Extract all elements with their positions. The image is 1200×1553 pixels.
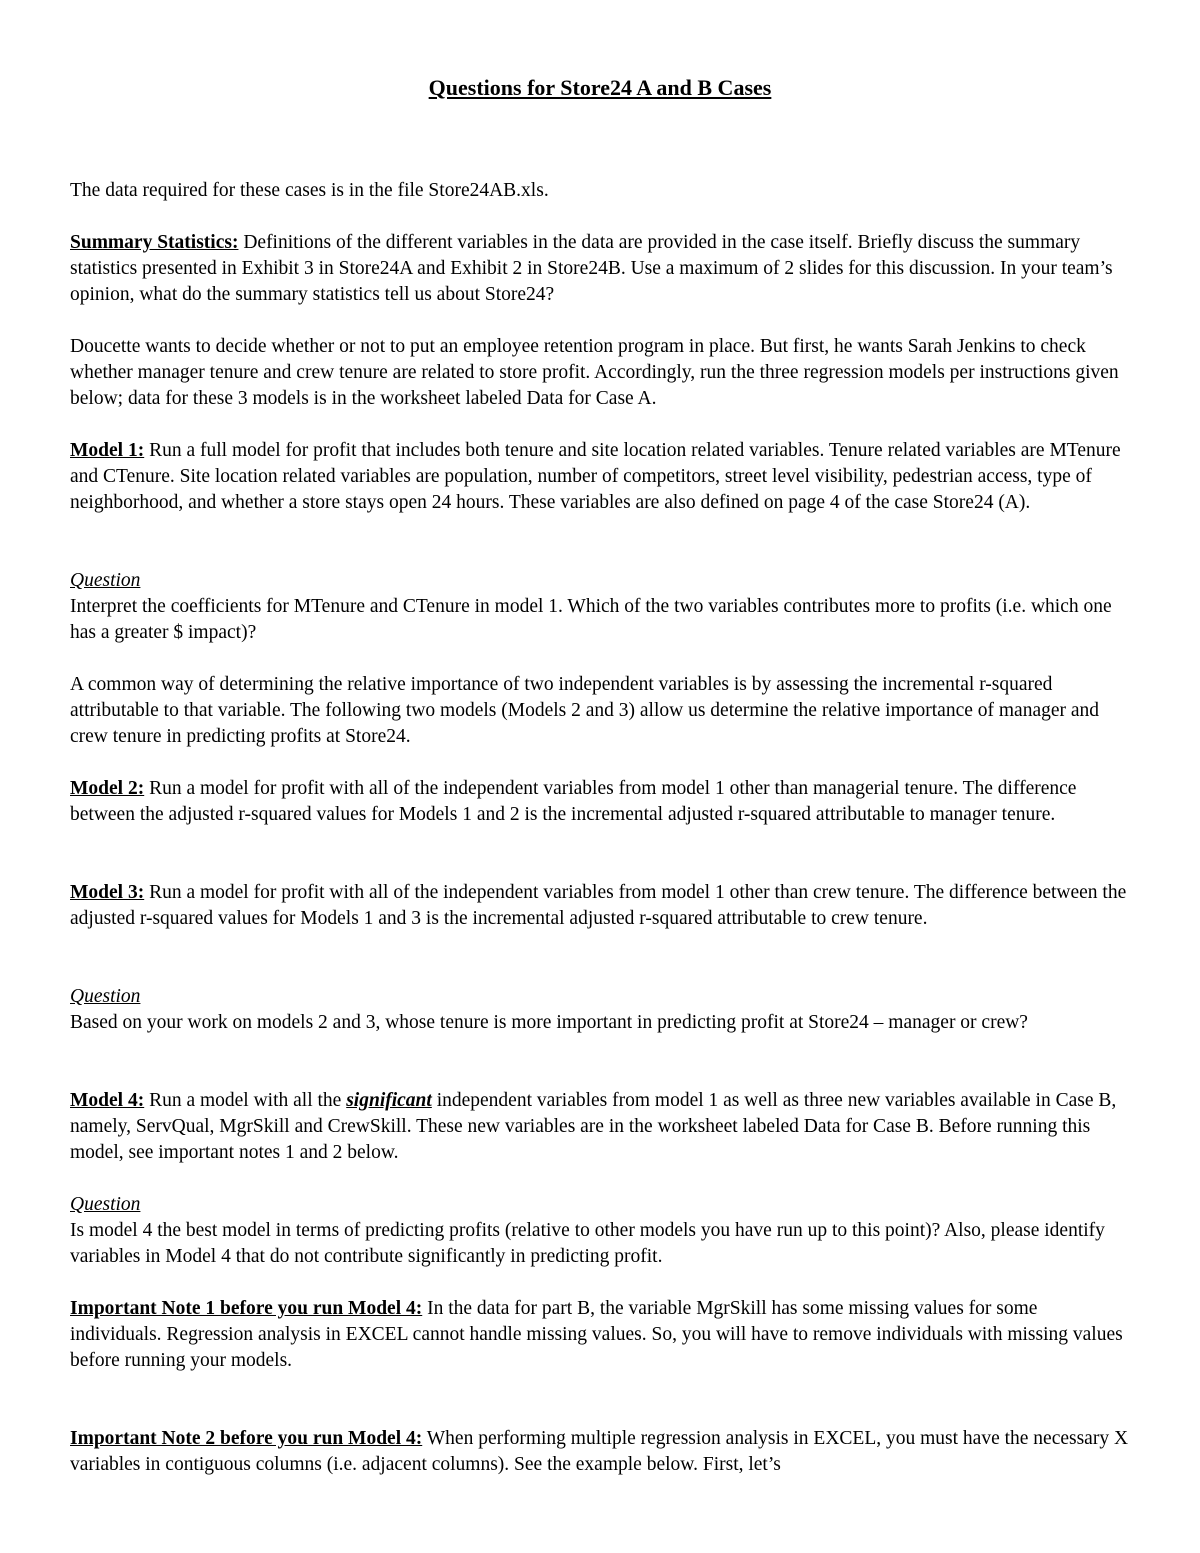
model-4-emphasis: significant [346,1090,432,1111]
summary-statistics-paragraph [70,230,1130,308]
model-4-text-post: independent variables from model 1 as well as three new variables available in Case B, namely, ServQual, MgrSkill and CrewSkill. These new variables are in the worksheet labeled Data for Case B. Before running this model, see important notes 1 and 2 below. [70,1090,1117,1163]
question-1-text: Interpret the coefficients for MTenure and CTenure in model 1. Which of the two variables contributes more to profits (i.e. which one has a greater $ impact)? [70,596,1112,643]
model-4-text-pre: Run a model with all the [144,1090,347,1111]
question-1-paragraph [70,568,1130,646]
model-3-text: Run a model for profit with all of the independent variables from model 1 other than crew tenure. The difference between the adjusted r-squared values for Models 1 and 3 is the incremental adjusted r-squared attributable to crew tenure. [70,882,1127,929]
question-2-paragraph [70,984,1130,1036]
page-title: Questions for Store24 A and B Cases [428,75,772,100]
important-note-1-text: In the data for part B, the variable MgrSkill has some missing values for some individuals. Regression analysis in EXCEL cannot handle missing values. So, you will have to remove individuals with missing values before running your models. [70,1298,1123,1371]
question-1-label: Question [70,570,141,591]
question-2-text: Based on your work on models 2 and 3, whose tenure is more important in predicting profit at Store24 – manager or crew? [70,1012,1028,1033]
model-1-text: Run a full model for profit that includes both tenure and site location related variables. Tenure related variables are MTenure and CTenure. Site location related variables are population, number of competitors, street level visibility, pedestrian access, type of neighborhood, and whether a store stays open 24 hours. These variables are also defined on page 4 of the case Store24 (A). [70,440,1121,513]
important-note-1-heading: Important Note 1 before you run Model 4: [70,1298,423,1319]
model-3-heading: Model 3: [70,882,145,903]
important-note-2-heading: Important Note 2 before you run Model 4: [70,1428,423,1449]
doucette-paragraph: Doucette wants to decide whether or not to put an employee retention program in place. But first, he wants Sarah Jenkins to check whether manager tenure and crew tenure are related to store profit. Accordingly, run the three regression models per instructions given below; data for these 3 models is in the worksheet labeled Data for Case A. [70,336,1119,409]
model-2-heading: Model 2: [70,778,145,799]
important-note-1-paragraph [70,1296,1130,1374]
model-4-paragraph [70,1088,1130,1166]
summary-statistics-heading: Summary Statistics: [70,232,239,253]
model-3-paragraph [70,880,1130,932]
model-2-text: Run a model for profit with all of the independent variables from model 1 other than managerial tenure. The difference between the adjusted r-squared values for Models 1 and 2 is the incremental adjusted r-squared attributable to manager tenure. [70,778,1077,825]
question-3-paragraph [70,1192,1130,1270]
question-2-label: Question [70,986,141,1007]
model-1-paragraph [70,438,1130,516]
summary-statistics-text: Definitions of the different variables in the data are provided in the case itself. Briefly discuss the summary statistics presented in Exhibit 3 in Store24A and Exhibit 2 in Store24B. Use a maximum of 2 slides for this discussion. In your team’s opinion, what do the summary statistics tell us about Store24? [70,232,1113,305]
data-file-paragraph: The data required for these cases is in the file Store24AB.xls. [70,180,549,201]
model-1-heading: Model 1: [70,440,145,461]
question-3-label: Question [70,1194,141,1215]
relative-importance-paragraph: A common way of determining the relative importance of two independent variables is by assessing the incremental r-squared attributable to that variable. The following two models (Models 2 and 3) allow us determine the relative importance of manager and crew tenure in predicting profits at Store24. [70,674,1100,747]
question-3-text: Is model 4 the best model in terms of predicting profits (relative to other models you have run up to this point)? Also, please identify variables in Model 4 that do not contribute significantly in predicting profit. [70,1220,1105,1267]
important-note-2-text: When performing multiple regression analysis in EXCEL, you must have the necessary X variables in contiguous columns (i.e. adjacent columns). See the example below. First, let’s [70,1428,1129,1475]
important-note-2-paragraph [70,1426,1130,1478]
model-4-heading: Model 4: [70,1090,145,1111]
model-2-paragraph [70,776,1130,828]
